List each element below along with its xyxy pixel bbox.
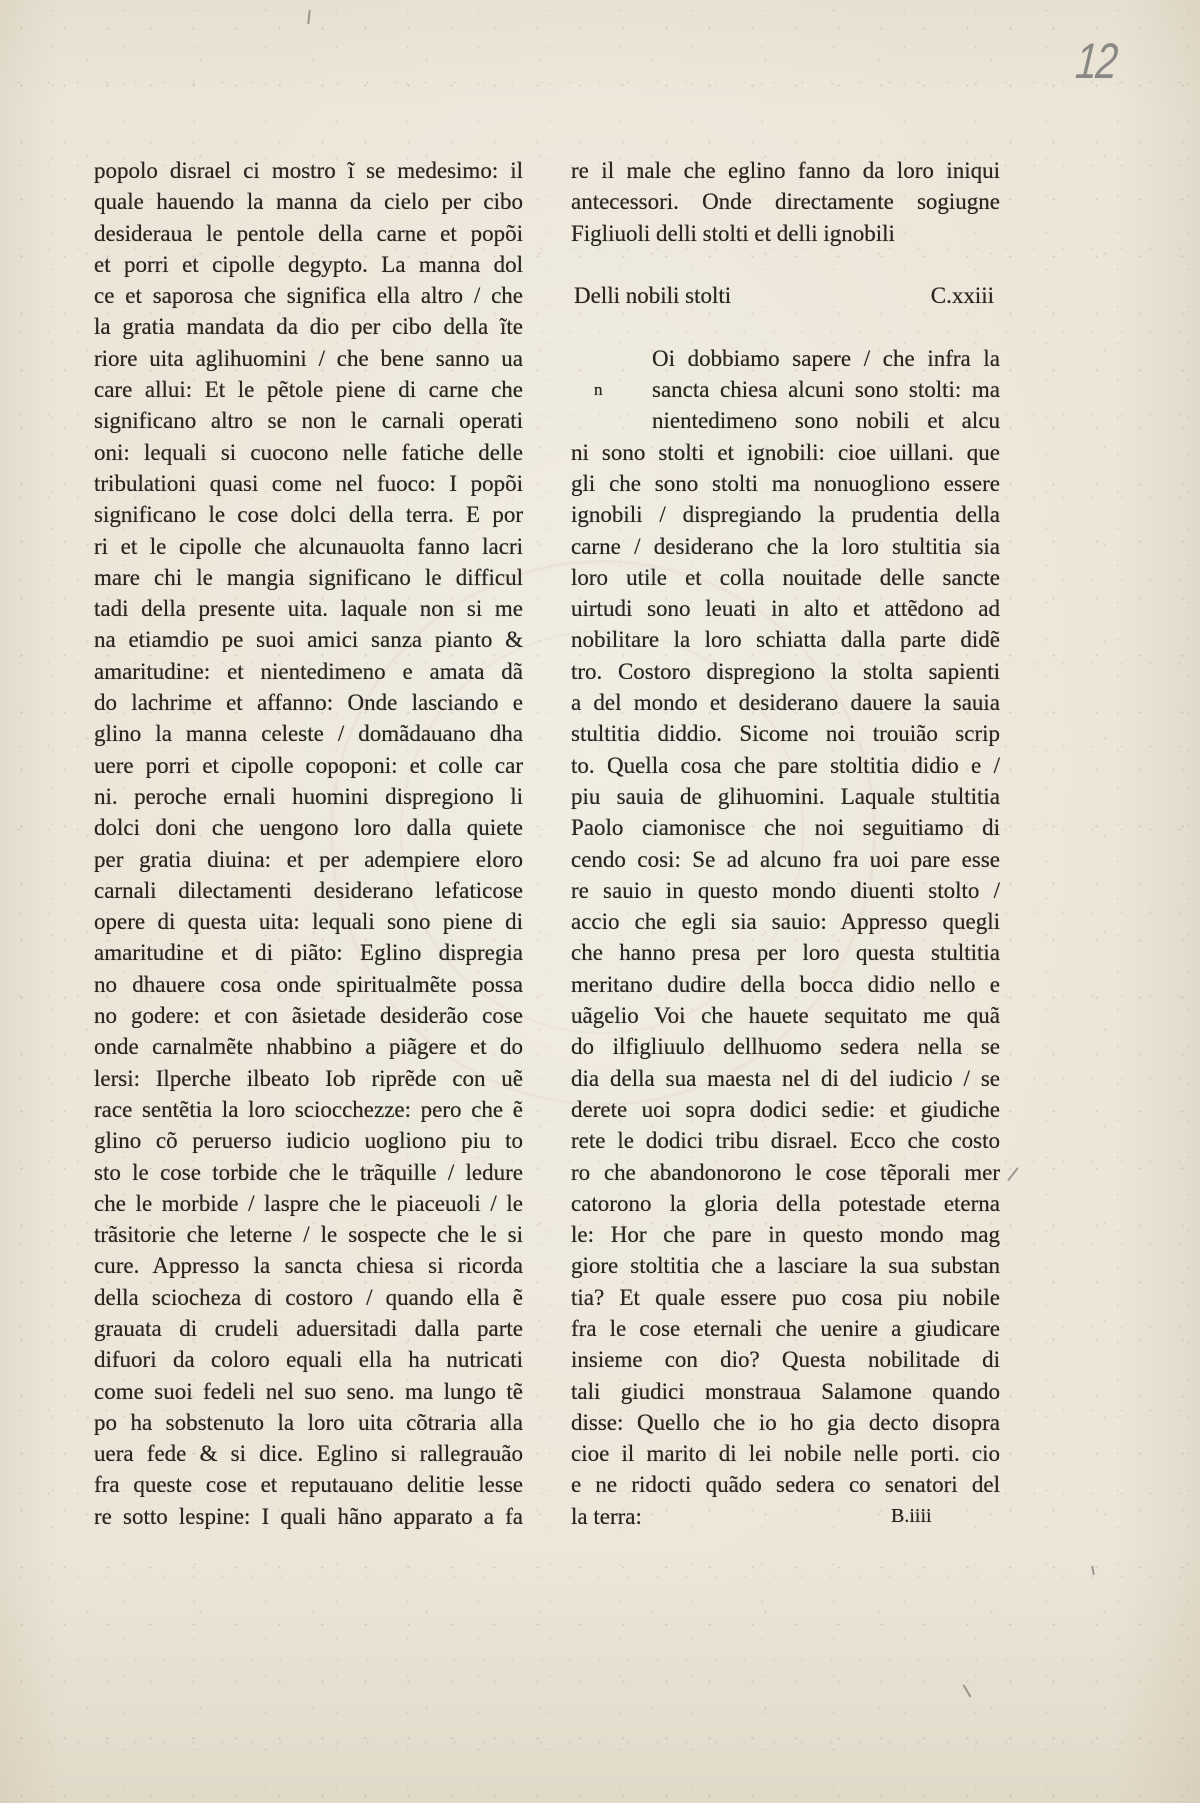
- text-line: cioe il marito di lei nobile nelle porti. cio: [571, 1441, 1000, 1467]
- text-line: dolci doni che uengono loro dalla quiete: [94, 815, 523, 841]
- initial-guide-letter: n: [594, 380, 603, 400]
- text-line: rete le dodici tribu disrael. Ecco che costo: [571, 1128, 1000, 1154]
- handwritten-folio-number: 12: [1073, 33, 1119, 89]
- text-line: uãgelio Voi che hauete sequitato me quã: [571, 1003, 1000, 1029]
- text-line: re sauio in questo mondo diuenti stolto /: [571, 877, 1000, 903]
- text-line: trãsitorie che leterne / le sospecte che le si: [94, 1222, 523, 1248]
- text-line: tro. Costoro dispregiono la stolta sapienti: [571, 658, 1000, 684]
- text-line: stultitia diddio. Sicome noi trouião scrip: [571, 721, 1000, 747]
- text-line: piu sauia de glihuomini. Laquale stultitia: [571, 783, 1000, 809]
- text-line: popolo disrael ci mostro ĩ se medesimo: il: [94, 158, 523, 183]
- text-line: fra le cose eternali che uenire a giudicare: [571, 1315, 1000, 1341]
- text-line: sto le cose torbide che le trãquille / ledure: [94, 1159, 523, 1185]
- text-line: della sciocheza di costoro / quando ella ẽ: [94, 1284, 523, 1310]
- text-line: quale hauendo la manna da cielo per cibo: [94, 189, 523, 215]
- text-line: uirtudi sono leuati in alto et attẽdono ad: [571, 596, 1000, 622]
- chapter-number: C.xxiii: [930, 283, 994, 309]
- text-line: riore uita aglihuomini / che bene sanno ua: [94, 345, 523, 371]
- text-line: race sentẽtia la loro sciocchezze: pero che ẽ: [94, 1096, 523, 1122]
- text-line: insieme con dio? Questa nobilitade di: [571, 1347, 1000, 1373]
- text-line: e ne ridocti quãdo sedera co senatori del: [571, 1472, 1000, 1498]
- text-line: significano altro se non le carnali operati: [94, 408, 523, 434]
- text-line: grauata di crudeli aduersitadi dalla parte: [94, 1315, 523, 1341]
- text-line: loro utile et colla nouitade delle sancte: [571, 564, 1000, 590]
- text-line: ri et le cipolle che alcunauolta fanno lacri: [94, 533, 523, 559]
- text-line: ni sono stolti et ignobili: cioe uillani. que: [571, 439, 1000, 465]
- text-line: ignobili / dispregiando la prudentia della: [571, 502, 1000, 528]
- text-line: antecessori. Onde directamente sogiugne: [571, 189, 1000, 215]
- text-line: care allui: Et le pẽtole piene di carne che: [94, 377, 523, 403]
- text-line: fra queste cose et reputauano delitie lesse: [94, 1472, 523, 1498]
- text-line: difuori da coloro equali ella ha nutricati: [94, 1347, 523, 1373]
- text-line: uera fede & si dice. Eglino si rallegrauão: [94, 1441, 523, 1467]
- text-line: cendo cosi: Se ad alcuno fra uoi pare esse: [571, 846, 1000, 872]
- text-line: ni. peroche ernali huomini dispregiono li: [94, 783, 523, 809]
- stray-pencil-mark: [1091, 1566, 1094, 1575]
- text-line: Paolo ciamonisce che noi seguitiamo di: [571, 815, 1000, 841]
- text-line: opere di questa uita: lequali sono piene di: [94, 909, 523, 935]
- text-line: che hanno presa per loro questa stultitia: [571, 940, 1000, 966]
- text-line: no godere: et con ãsietade desiderão cose: [94, 1003, 523, 1029]
- chapter-title: Delli nobili stolti: [574, 283, 732, 309]
- text-line: re sotto lespine: I quali hãno apparato a fa: [94, 1503, 523, 1529]
- text-line: do lachrime et affanno: Onde lasciando e: [94, 690, 523, 716]
- text-line: come suoi fedeli nel suo seno. ma lungo tẽ: [94, 1378, 523, 1404]
- text-line: onde carnalmẽte nhabbino a piãgere et do: [94, 1034, 523, 1060]
- text-line: gli che sono stolti ma nonuogliono essere: [571, 470, 1000, 496]
- text-line: re il male che eglino fanno da loro iniqui: [571, 158, 1000, 183]
- text-line: amaritudine: et nientedimeno e amata dã: [94, 658, 523, 684]
- text-line: la gratia mandata da dio per cibo della ĩte: [94, 314, 523, 340]
- text-line: sancta chiesa alcuni sono stolti: ma: [652, 377, 1000, 403]
- text-line: che le morbide / laspre che le piaceuoli / le: [94, 1190, 523, 1216]
- text-line: tia? Et quale essere puo cosa piu nobile: [571, 1284, 1000, 1310]
- text-line: dia della sua maesta nel di del iudicio / se: [571, 1065, 1000, 1091]
- text-line: to. Quella cosa che pare stoltitia didio e /: [571, 752, 1000, 778]
- text-line: oni: lequali si cuocono nelle fatiche delle: [94, 439, 523, 465]
- text-line: carne / desiderano che la loro stultitia sia: [571, 533, 1000, 559]
- chapter-body: [571, 343, 1000, 1532]
- text-line: la terra:: [571, 1503, 642, 1529]
- text-line: ce et saporosa che significa ella altro / che: [94, 283, 523, 309]
- text-line: do ilfigliuulo dellhuomo sedera nella se: [571, 1034, 1000, 1060]
- text-line: tribulationi quasi come nel fuoco: I popõi: [94, 470, 523, 496]
- signature-mark: B.iiii: [891, 1504, 932, 1527]
- text-line: Oi dobbiamo sapere / che infra la: [652, 345, 1000, 371]
- text-line: tadi della presente uita. laquale non si me: [94, 596, 523, 622]
- stray-pencil-mark: [1007, 1167, 1018, 1181]
- text-line: po ha sobstenuto la loro uita cõtraria alla: [94, 1409, 523, 1435]
- text-line: Figliuoli delli stolti et delli ignobili: [571, 220, 895, 246]
- right-text-column: [571, 155, 1000, 1532]
- text-line: cure. Appresso la sancta chiesa si ricorda: [94, 1253, 523, 1279]
- text-line: mare chi le mangia significano le difficul: [94, 564, 523, 590]
- left-text-column: [94, 155, 523, 1532]
- stray-pencil-mark: [307, 10, 310, 24]
- text-line: ro che abandonorono le cose tẽporali mer: [571, 1159, 1000, 1185]
- stray-pencil-mark: [963, 1685, 971, 1698]
- text-line: glino cõ peruerso iudicio uogliono piu to: [94, 1128, 523, 1154]
- text-line: na etiamdio pe suoi amici sanza pianto &: [94, 627, 523, 653]
- text-line: desideraua le pentole della carne et popõi: [94, 220, 523, 246]
- text-line: per gratia diuina: et per adempiere eloro: [94, 846, 523, 872]
- text-line: a del mondo et desiderano dauere la sauia: [571, 690, 1000, 716]
- text-line: amaritudine et di piãto: Eglino dispregia: [94, 940, 523, 966]
- text-line: meritano dudire della bocca didio nello e: [571, 971, 1000, 997]
- text-line: disse: Quello che io ho gia decto disopra: [571, 1409, 1000, 1435]
- text-line: lersi: Ilperche ilbeato Iob riprẽde con uẽ: [94, 1065, 523, 1091]
- text-line: carnali dilectamenti desiderano lefaticose: [94, 877, 523, 903]
- text-line: giore stoltitia che a lasciare la sua substan: [571, 1253, 1000, 1279]
- text-line: catorono la gloria della potestade eterna: [571, 1190, 1000, 1216]
- text-line: le: Hor che pare in questo mondo mag: [571, 1222, 1000, 1248]
- chapter-closing-lines: [571, 155, 1000, 249]
- text-line: uere porri et cipolle copoponi: et colle car: [94, 752, 523, 778]
- text-line: no dhauere cosa onde spiritualmẽte possa: [94, 971, 523, 997]
- text-line: accio che egli sia sauio: Appresso quegli: [571, 909, 1000, 935]
- text-line: glino la manna celeste / domãdauano dha: [94, 721, 523, 747]
- chapter-heading: [571, 280, 1000, 311]
- text-line: nobilitare la loro schiatta dalla parte didẽ: [571, 627, 1000, 653]
- text-line: et porri et cipolle degypto. La manna dol: [94, 251, 523, 277]
- text-line: nientedimeno sono nobili et alcu: [652, 408, 1000, 434]
- text-line: significano le cose dolci della terra. E por: [94, 502, 523, 528]
- text-line: derete uoi sopra dodici sedie: et giudiche: [571, 1096, 1000, 1122]
- text-line: tali giudici monstraua Salamone quando: [571, 1378, 1000, 1404]
